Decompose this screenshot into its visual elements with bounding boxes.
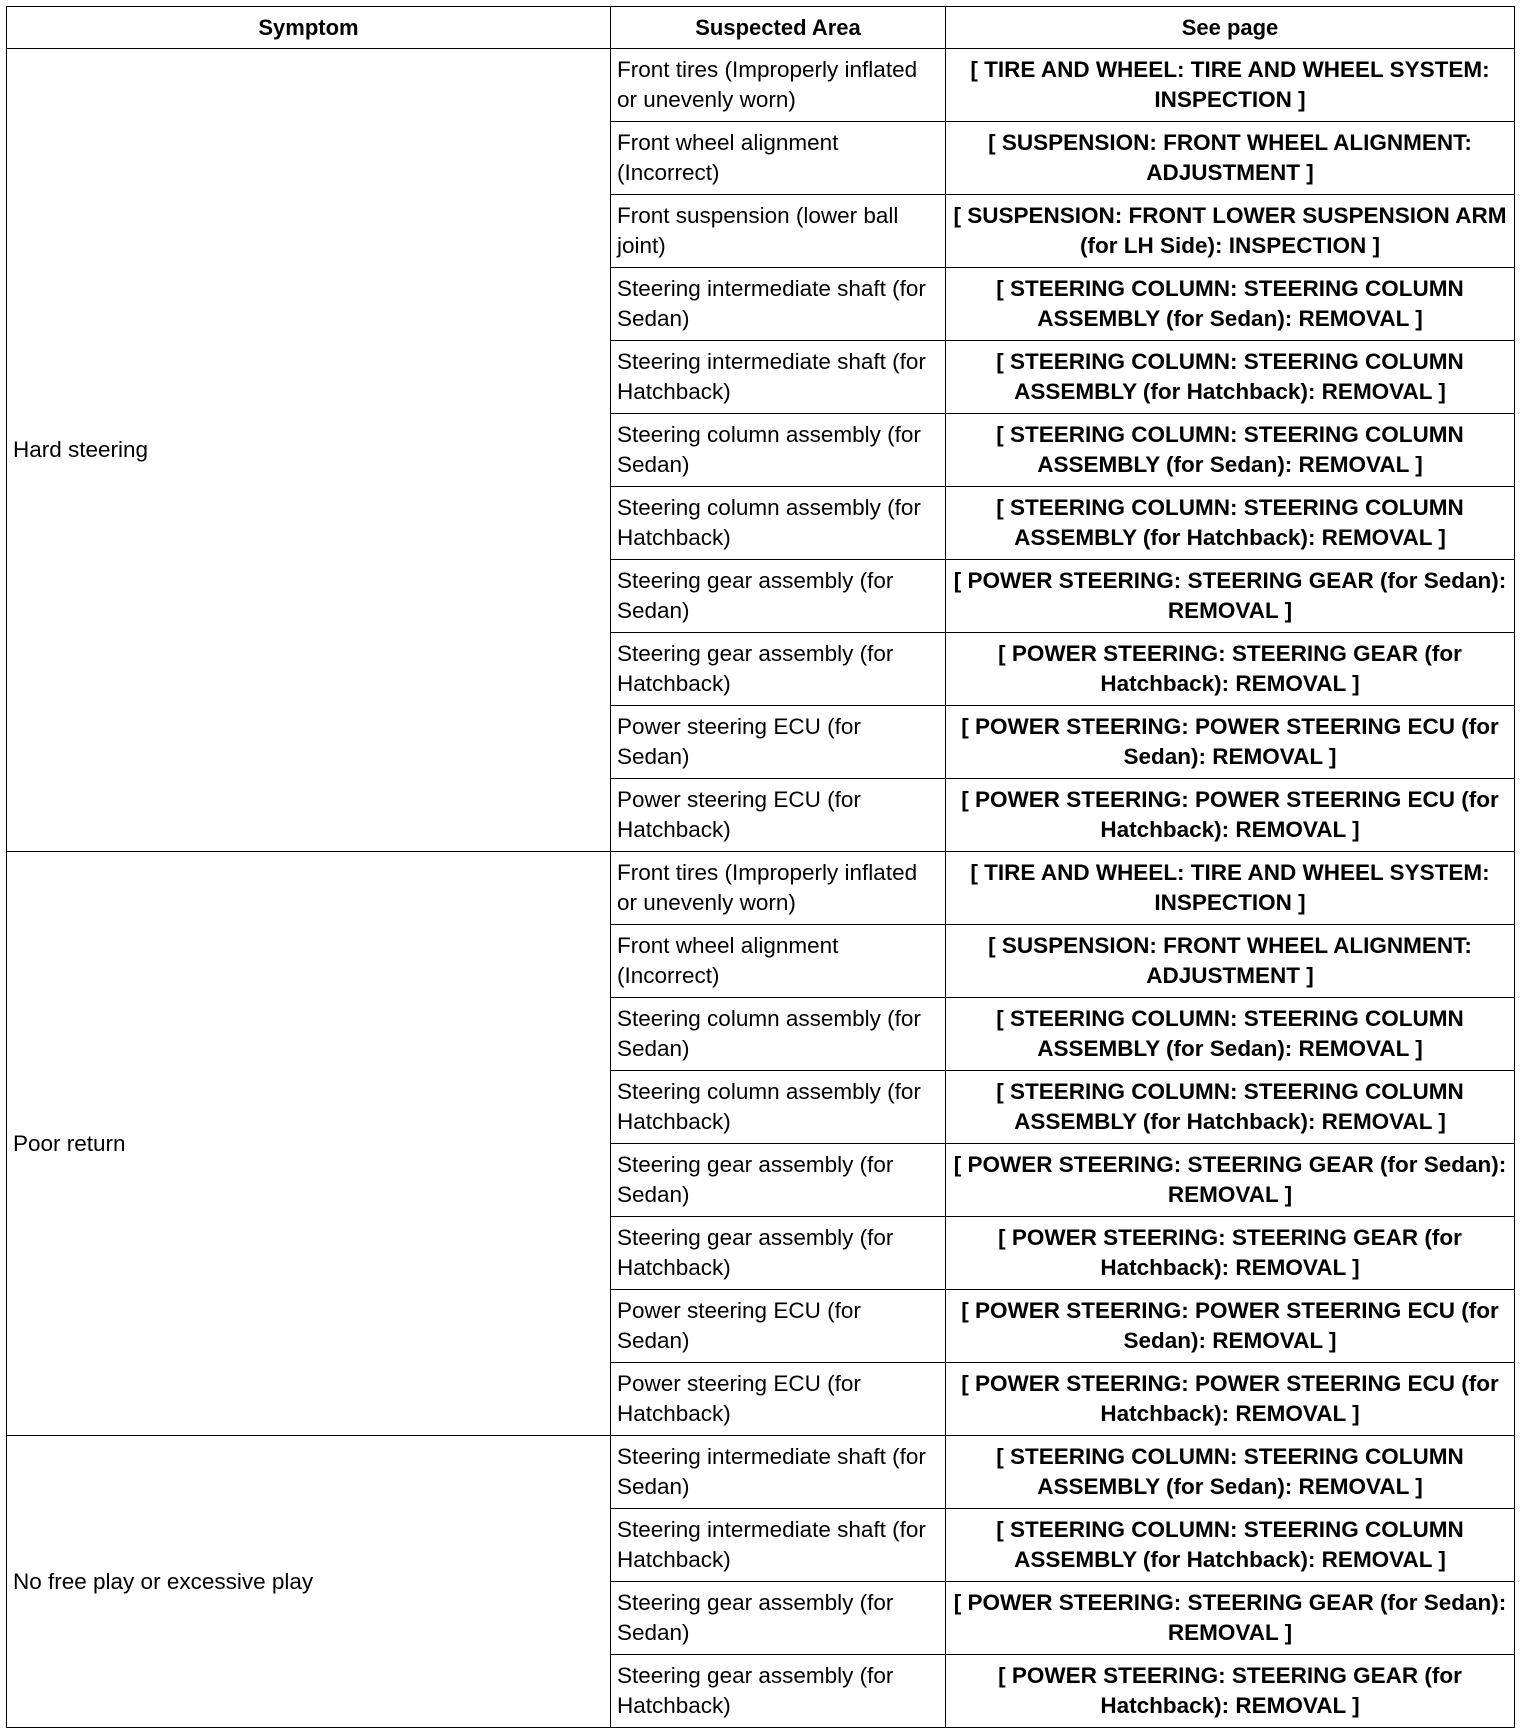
see-page-link[interactable]: [ STEERING COLUMN: STEERING COLUMN ASSEMBLY (for Sedan): REMOVAL ] — [946, 268, 1515, 341]
see-page-link[interactable]: [ POWER STEERING: POWER STEERING ECU (for Hatchback): REMOVAL ] — [946, 1363, 1515, 1436]
suspected-area-cell: Steering gear assembly (for Sedan) — [611, 560, 946, 633]
suspected-area-cell: Front suspension (lower ball joint) — [611, 195, 946, 268]
suspected-area-cell: Steering gear assembly (for Hatchback) — [611, 633, 946, 706]
suspected-area-cell: Front wheel alignment (Incorrect) — [611, 925, 946, 998]
see-page-link[interactable]: [ STEERING COLUMN: STEERING COLUMN ASSEMBLY (for Hatchback): REMOVAL ] — [946, 341, 1515, 414]
suspected-area-cell: Steering intermediate shaft (for Hatchback) — [611, 341, 946, 414]
suspected-area-cell: Power steering ECU (for Sedan) — [611, 706, 946, 779]
symptom-cell: Poor return — [7, 852, 611, 1436]
suspected-area-cell: Front tires (Improperly inflated or unevenly worn) — [611, 49, 946, 122]
see-page-link[interactable]: [ SUSPENSION: FRONT WHEEL ALIGNMENT: ADJUSTMENT ] — [946, 925, 1515, 998]
header-symptom: Symptom — [7, 7, 611, 49]
table-row — [7, 1436, 1515, 1509]
header-row — [7, 7, 1515, 49]
suspected-area-cell: Steering column assembly (for Sedan) — [611, 414, 946, 487]
see-page-link[interactable]: [ POWER STEERING: STEERING GEAR (for Hatchback): REMOVAL ] — [946, 1217, 1515, 1290]
see-page-link[interactable]: [ POWER STEERING: STEERING GEAR (for Hatchback): REMOVAL ] — [946, 633, 1515, 706]
suspected-area-cell: Steering column assembly (for Hatchback) — [611, 1071, 946, 1144]
see-page-link[interactable]: [ TIRE AND WHEEL: TIRE AND WHEEL SYSTEM: INSPECTION ] — [946, 49, 1515, 122]
suspected-area-cell: Steering column assembly (for Sedan) — [611, 998, 946, 1071]
symptom-cell: No free play or excessive play — [7, 1436, 611, 1728]
see-page-link[interactable]: [ POWER STEERING: STEERING GEAR (for Sedan): REMOVAL ] — [946, 1582, 1515, 1655]
suspected-area-cell: Steering intermediate shaft (for Sedan) — [611, 1436, 946, 1509]
see-page-link[interactable]: [ TIRE AND WHEEL: TIRE AND WHEEL SYSTEM: INSPECTION ] — [946, 852, 1515, 925]
see-page-link[interactable]: [ POWER STEERING: POWER STEERING ECU (for Sedan): REMOVAL ] — [946, 706, 1515, 779]
see-page-link[interactable]: [ POWER STEERING: POWER STEERING ECU (for Hatchback): REMOVAL ] — [946, 779, 1515, 852]
symptom-table-sheet — [6, 6, 1514, 1728]
see-page-link[interactable]: [ STEERING COLUMN: STEERING COLUMN ASSEMBLY (for Hatchback): REMOVAL ] — [946, 1509, 1515, 1582]
header-see-page: See page — [946, 7, 1515, 49]
suspected-area-cell: Power steering ECU (for Hatchback) — [611, 779, 946, 852]
suspected-area-cell: Steering column assembly (for Hatchback) — [611, 487, 946, 560]
table-row — [7, 49, 1515, 122]
suspected-area-cell: Power steering ECU (for Hatchback) — [611, 1363, 946, 1436]
see-page-link[interactable]: [ STEERING COLUMN: STEERING COLUMN ASSEMBLY (for Sedan): REMOVAL ] — [946, 1436, 1515, 1509]
suspected-area-cell: Steering intermediate shaft (for Hatchback) — [611, 1509, 946, 1582]
suspected-area-cell: Steering gear assembly (for Sedan) — [611, 1144, 946, 1217]
symptom-cell: Hard steering — [7, 49, 611, 852]
see-page-link[interactable]: [ STEERING COLUMN: STEERING COLUMN ASSEMBLY (for Hatchback): REMOVAL ] — [946, 1071, 1515, 1144]
see-page-link[interactable]: [ SUSPENSION: FRONT LOWER SUSPENSION ARM (for LH Side): INSPECTION ] — [946, 195, 1515, 268]
see-page-link[interactable]: [ STEERING COLUMN: STEERING COLUMN ASSEMBLY (for Sedan): REMOVAL ] — [946, 998, 1515, 1071]
see-page-link[interactable]: [ POWER STEERING: STEERING GEAR (for Sedan): REMOVAL ] — [946, 560, 1515, 633]
suspected-area-cell: Steering gear assembly (for Hatchback) — [611, 1655, 946, 1728]
see-page-link[interactable]: [ POWER STEERING: POWER STEERING ECU (for Sedan): REMOVAL ] — [946, 1290, 1515, 1363]
table-body — [7, 49, 1515, 1728]
suspected-area-cell: Power steering ECU (for Sedan) — [611, 1290, 946, 1363]
suspected-area-cell: Front tires (Improperly inflated or unevenly worn) — [611, 852, 946, 925]
see-page-link[interactable]: [ STEERING COLUMN: STEERING COLUMN ASSEMBLY (for Sedan): REMOVAL ] — [946, 414, 1515, 487]
table-row — [7, 852, 1515, 925]
see-page-link[interactable]: [ STEERING COLUMN: STEERING COLUMN ASSEMBLY (for Hatchback): REMOVAL ] — [946, 487, 1515, 560]
see-page-link[interactable]: [ SUSPENSION: FRONT WHEEL ALIGNMENT: ADJUSTMENT ] — [946, 122, 1515, 195]
suspected-area-cell: Steering gear assembly (for Hatchback) — [611, 1217, 946, 1290]
suspected-area-cell: Front wheel alignment (Incorrect) — [611, 122, 946, 195]
header-suspected-area: Suspected Area — [611, 7, 946, 49]
see-page-link[interactable]: [ POWER STEERING: STEERING GEAR (for Hatchback): REMOVAL ] — [946, 1655, 1515, 1728]
suspected-area-cell: Steering gear assembly (for Sedan) — [611, 1582, 946, 1655]
suspected-area-cell: Steering intermediate shaft (for Sedan) — [611, 268, 946, 341]
diagnosis-table — [6, 6, 1515, 1728]
see-page-link[interactable]: [ POWER STEERING: STEERING GEAR (for Sedan): REMOVAL ] — [946, 1144, 1515, 1217]
